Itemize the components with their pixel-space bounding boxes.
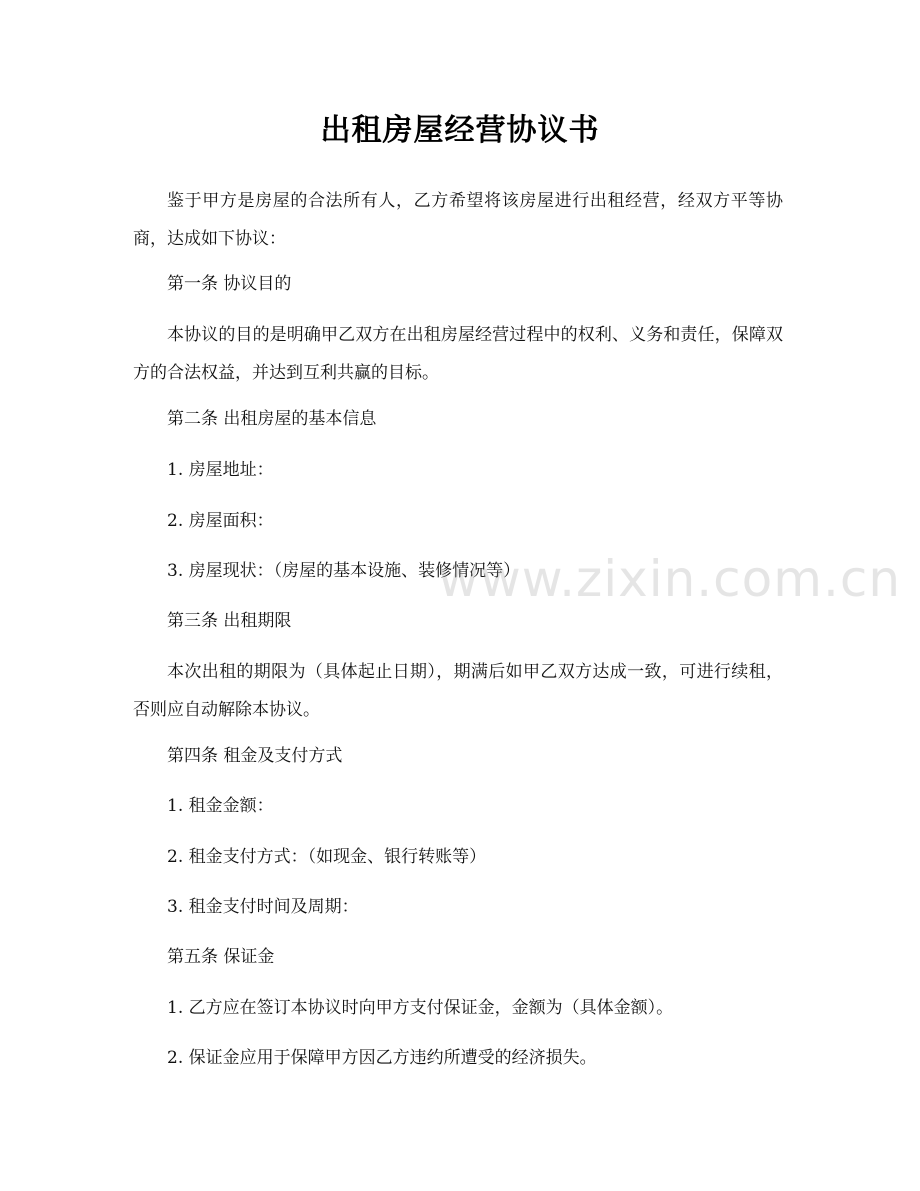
article2-item-condition: 3. 房屋现状：（房屋的基本设施、装修情况等） <box>167 561 521 581</box>
article2-item-area: 2. 房屋面积： <box>167 511 274 531</box>
article1-body: 本协议的目的是明确甲乙双方在出租房屋经营过程中的权利、义务和责任，保障双方的合法权益，并达到互利共赢的目标。 <box>133 325 783 383</box>
watermark: www.zixin.com.cn <box>438 550 902 608</box>
article5-item-deposit: 1. 乙方应在签订本协议时向甲方支付保证金，金额为（具体金额）。 <box>167 998 674 1018</box>
article3-heading: 第三条 出租期限 <box>167 611 292 631</box>
article4-item-method: 2. 租金支付方式：（如现金、银行转账等） <box>167 847 487 867</box>
article4-item-amount: 1. 租金金额： <box>167 796 274 816</box>
article3-body: 本次出租的期限为（具体起止日期），期满后如甲乙双方达成一致，可进行续租，否则应自动解除本协议。 <box>133 662 783 720</box>
article4-item-schedule: 3. 租金支付时间及周期： <box>167 897 359 917</box>
article2-heading: 第二条 出租房屋的基本信息 <box>167 409 377 429</box>
article1-heading: 第一条 协议目的 <box>167 274 292 294</box>
article5-heading: 第五条 保证金 <box>167 947 275 967</box>
intro-paragraph: 鉴于甲方是房屋的合法所有人，乙方希望将该房屋进行出租经营，经双方平等协商，达成如下协议： <box>133 191 783 249</box>
article2-item-address: 1. 房屋地址： <box>167 460 274 480</box>
document-title: 出租房屋经营协议书 <box>320 113 600 148</box>
article5-item-usage: 2. 保证金应用于保障甲方因乙方违约所遭受的经济损失。 <box>167 1048 597 1068</box>
article4-heading: 第四条 租金及支付方式 <box>167 746 343 766</box>
